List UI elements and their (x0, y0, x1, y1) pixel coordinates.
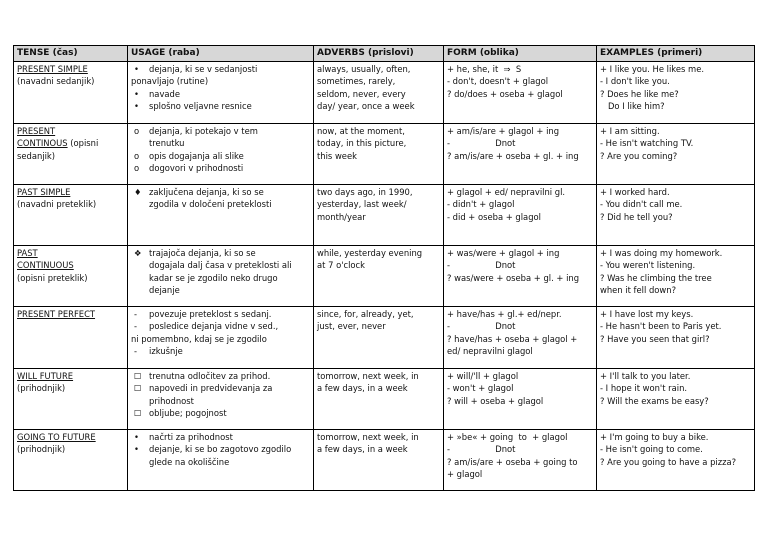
usage-text: splošno veljavne resnice (149, 100, 252, 111)
example-line: - You didn't call me. (600, 199, 683, 210)
adverbs-line: a few days, in a week (317, 383, 408, 394)
usage-list (131, 247, 310, 296)
usage-item (131, 88, 310, 100)
header-usage: USAGE (raba) (128, 46, 314, 62)
form-line: + »be« + going to + glagol (447, 432, 568, 442)
usage-cell (128, 246, 314, 307)
table-row (14, 246, 755, 307)
usage-text: ni pomembno, kdaj se je zgodilo (131, 333, 267, 344)
example-line: + I'll talk to you later. (600, 371, 691, 381)
tense-name (17, 308, 124, 320)
adverbs-line: at 7 o'clock (317, 260, 366, 271)
checkbox-icon: ☐ (134, 407, 142, 418)
adverbs-line: this week (317, 150, 357, 161)
form-cell (444, 369, 597, 430)
form-line: - don't, doesn't + glagol (447, 76, 549, 87)
usage-text: opis dogajanja ali slike (149, 150, 244, 161)
adverbs-line: two days ago, in 1990, (317, 187, 413, 197)
adverbs-line: month/year (317, 211, 366, 222)
header-form: FORM (oblika) (444, 46, 597, 62)
form-cell (444, 430, 597, 491)
usage-text: prihodnost (149, 395, 194, 406)
examples-cell (597, 124, 755, 185)
usage-continuation (131, 198, 310, 210)
example-line: + I worked hard. (600, 187, 670, 197)
example-line: - He isn't watching TV. (600, 138, 694, 149)
usage-item (131, 382, 310, 394)
example-line: - You weren't listening. (600, 260, 696, 271)
example-line: - I don't like you. (600, 76, 670, 87)
usage-cell (128, 124, 314, 185)
tense-cell (14, 185, 128, 246)
form-cell (444, 185, 597, 246)
usage-cell (128, 307, 314, 369)
form-cell (444, 124, 597, 185)
tense-name-text: CONTINUOUS (17, 260, 74, 271)
example-line: ? Have you seen that girl? (600, 333, 710, 344)
usage-item (131, 370, 310, 382)
tense-name-text: WILL FUTURE (17, 371, 74, 381)
tense-name (17, 125, 124, 137)
usage-item (131, 407, 310, 419)
tense-name-text: CONTINOUS (17, 138, 68, 149)
example-line: ? Are you coming? (600, 150, 678, 161)
bullet-icon: • (134, 444, 139, 455)
usage-cell (128, 62, 314, 124)
form-line: + have/has + gl.+ ed/nepr. (447, 309, 562, 319)
usage-continuation (131, 75, 310, 87)
form-line: ed/ nepravilni glagol (447, 345, 533, 356)
checkbox-icon: ☐ (134, 371, 142, 381)
tense-subtitle: (navadni sedanjik) (17, 76, 95, 87)
adverbs-cell (314, 62, 444, 124)
example-line: - He hasn't been to Paris yet. (600, 321, 722, 332)
usage-text: načrti za prihodnost (149, 432, 233, 442)
usage-text: dejanje (149, 284, 180, 295)
adverbs-line: seldom, never, every (317, 88, 406, 99)
table-row (14, 430, 755, 491)
usage-text: trenutku (149, 138, 185, 149)
usage-item (131, 247, 310, 259)
usage-list (131, 370, 310, 419)
example-line: when it fell down? (600, 284, 677, 295)
adverbs-cell (314, 246, 444, 307)
form-line: + he, she, it ⇒ S (447, 64, 522, 74)
example-line: + I like you. He likes me. (600, 64, 705, 74)
tense-subtitle-inline: (opisni (67, 138, 99, 149)
form-line: ? was/were + oseba + gl. + ing (447, 272, 580, 283)
tense-cell (14, 124, 128, 185)
usage-text: dogovori v prihodnosti (149, 162, 244, 173)
table-row (14, 124, 755, 185)
adverbs-cell (314, 124, 444, 185)
usage-list (131, 431, 310, 468)
tense-name (17, 370, 124, 382)
usage-item (131, 308, 310, 320)
usage-text: zgodila v določeni preteklosti (149, 199, 272, 210)
usage-list (131, 186, 310, 211)
form-line: ? am/is/are + oseba + gl. + ing (447, 150, 579, 161)
tense-name (17, 431, 124, 443)
circle-bullet-icon: o (134, 162, 140, 173)
dash-bullet-icon: - (134, 345, 138, 356)
adverbs-line: while, yesterday evening (317, 248, 423, 258)
usage-item (131, 100, 310, 112)
adverbs-line: just, ever, never (317, 321, 386, 332)
example-line: + I'm going to buy a bike. (600, 432, 709, 442)
usage-list (131, 125, 310, 174)
adverbs-cell (314, 430, 444, 491)
tense-name (17, 247, 124, 259)
example-line: ? Was he climbing the tree (600, 272, 712, 283)
usage-list (131, 63, 310, 112)
tense-name (17, 259, 124, 271)
usage-text: napovedi in predvidevanja za (149, 383, 273, 394)
adverbs-line: tomorrow, next week, in (317, 432, 419, 442)
usage-continuation (131, 456, 310, 468)
tense-cell (14, 430, 128, 491)
usage-item (131, 162, 310, 174)
form-line: + glagol (447, 468, 483, 479)
form-cell (444, 62, 597, 124)
examples-cell (597, 307, 755, 369)
form-line: + will/'ll + glagol (447, 371, 519, 381)
tense-subtitle: (navadni preteklik) (17, 199, 97, 210)
form-line: + glagol + ed/ nepravilni gl. (447, 187, 566, 197)
usage-text: navade (149, 88, 180, 99)
header-examples: EXAMPLES (primeri) (597, 46, 755, 62)
adverbs-line: since, for, already, yet, (317, 309, 414, 319)
usage-item (131, 431, 310, 443)
tense-name (17, 137, 124, 149)
circle-bullet-icon: o (134, 150, 140, 161)
usage-text: povezuje preteklost s sedanj. (149, 309, 272, 319)
usage-text: izkušnje (149, 345, 183, 356)
usage-continuation (131, 395, 310, 407)
adverbs-line: yesterday, last week/ (317, 199, 407, 210)
table-row (14, 62, 755, 124)
tense-name-text: PRESENT SIMPLE (17, 64, 88, 74)
usage-text: dejanje, ki se bo zagotovo zgodilo (149, 444, 292, 455)
form-line: - did + oseba + glagol (447, 211, 541, 222)
tense-name (17, 63, 124, 75)
four-diamond-icon: ❖ (134, 248, 142, 258)
header-tense: TENSE (čas) (14, 46, 128, 62)
dash-bullet-icon: - (134, 321, 138, 332)
examples-cell (597, 246, 755, 307)
adverbs-line: day/ year, once a week (317, 100, 415, 111)
usage-continuation (131, 284, 310, 296)
form-line: - Dnot (447, 444, 516, 455)
form-line: - won't + glagol (447, 383, 514, 394)
usage-cell (128, 430, 314, 491)
form-line: ? have/has + oseba + glagol + (447, 333, 578, 344)
adverbs-line: sometimes, rarely, (317, 76, 396, 87)
checkbox-icon: ☐ (134, 383, 142, 394)
adverbs-cell (314, 307, 444, 369)
table-row (14, 185, 755, 246)
form-line: - Dnot (447, 260, 516, 271)
usage-item (131, 63, 310, 75)
tense-subtitle: (prihodnjik) (17, 383, 66, 394)
table-row (14, 369, 755, 430)
usage-continuation (131, 137, 310, 149)
usage-item (131, 186, 310, 198)
dash-bullet-icon: - (134, 309, 138, 319)
tense-cell (14, 369, 128, 430)
usage-text: posledice dejanja vidne v sed., (149, 321, 279, 332)
usage-text: dejanja, ki se v sedanjosti (149, 64, 258, 74)
usage-text: dejanja, ki potekajo v tem (149, 126, 258, 136)
tense-subtitle: sedanjik) (17, 150, 56, 161)
adverbs-line: always, usually, often, (317, 64, 411, 74)
example-line: Do I like him? (600, 100, 665, 111)
usage-text: ponavljajo (rutine) (131, 76, 209, 87)
example-line: + I have lost my keys. (600, 309, 694, 319)
form-line: - didn't + glagol (447, 199, 515, 210)
form-line: ? will + oseba + glagol (447, 395, 544, 406)
usage-text: zaključena dejanja, ki so se (149, 187, 264, 197)
adverbs-cell (314, 185, 444, 246)
tense-cell (14, 246, 128, 307)
usage-text: glede na okoliščine (149, 456, 230, 467)
tense-cell (14, 62, 128, 124)
adverbs-line: today, in this picture, (317, 138, 407, 149)
usage-item (131, 345, 310, 357)
adverbs-line: tomorrow, next week, in (317, 371, 419, 381)
example-line: ? Will the exams be easy? (600, 395, 709, 406)
tense-name-text: PAST (17, 248, 38, 258)
usage-text: trenutna odločitev za prihod. (149, 371, 271, 381)
bullet-icon: • (134, 64, 139, 74)
usage-list (131, 308, 310, 357)
tense-name-text: PRESENT (17, 126, 56, 136)
bullet-icon: • (134, 100, 139, 111)
example-line: ? Are you going to have a pizza? (600, 456, 737, 467)
tense-name (17, 186, 124, 198)
example-line: + I am sitting. (600, 126, 660, 136)
bullet-icon: • (134, 432, 139, 442)
table-row (14, 307, 755, 369)
tense-subtitle: (opisni preteklik) (17, 272, 88, 283)
examples-cell (597, 430, 755, 491)
tense-name-text: PRESENT PERFECT (17, 309, 96, 319)
usage-item (131, 443, 310, 455)
header-adverbs: ADVERBS (prislovi) (314, 46, 444, 62)
form-cell (444, 307, 597, 369)
form-line: ? am/is/are + oseba + going to (447, 456, 578, 467)
header-row (14, 46, 755, 62)
example-line: ? Does he like me? (600, 88, 679, 99)
adverbs-line: now, at the moment, (317, 126, 405, 136)
adverbs-cell (314, 369, 444, 430)
usage-text: trajajoča dejanja, ki so se (149, 248, 256, 258)
example-line: + I was doing my homework. (600, 248, 723, 258)
examples-cell (597, 369, 755, 430)
form-line: + am/is/are + glagol + ing (447, 126, 560, 136)
usage-continuation (131, 272, 310, 284)
example-line: ? Did he tell you? (600, 211, 673, 222)
form-line: ? do/does + oseba + glagol (447, 88, 563, 99)
tense-name-text: PAST SIMPLE (17, 187, 71, 197)
usage-item (131, 125, 310, 137)
tense-cell (14, 307, 128, 369)
bullet-icon: • (134, 88, 139, 99)
example-line: - I hope it won't rain. (600, 383, 688, 394)
usage-text: obljube; pogojnost (149, 407, 227, 418)
usage-continuation (131, 259, 310, 271)
examples-cell (597, 62, 755, 124)
usage-text: kadar se je zgodilo neko drugo (149, 272, 278, 283)
form-cell (444, 246, 597, 307)
usage-text: dogajala dalj časa v preteklosti ali (149, 260, 292, 271)
usage-item (131, 320, 310, 332)
circle-bullet-icon: o (134, 126, 140, 136)
adverbs-line: a few days, in a week (317, 444, 408, 455)
form-line: - Dnot (447, 321, 516, 332)
tenses-table (13, 45, 755, 491)
example-line: - He isn't going to come. (600, 444, 703, 455)
tense-subtitle: (prihodnjik) (17, 444, 66, 455)
usage-cell (128, 185, 314, 246)
usage-cell (128, 369, 314, 430)
form-line: + was/were + glagol + ing (447, 248, 560, 258)
diamond-bullet-icon: ♦ (134, 187, 142, 197)
usage-item (131, 150, 310, 162)
form-line: - Dnot (447, 138, 516, 149)
tense-name-text: GOING TO FUTURE (17, 432, 96, 442)
examples-cell (597, 185, 755, 246)
